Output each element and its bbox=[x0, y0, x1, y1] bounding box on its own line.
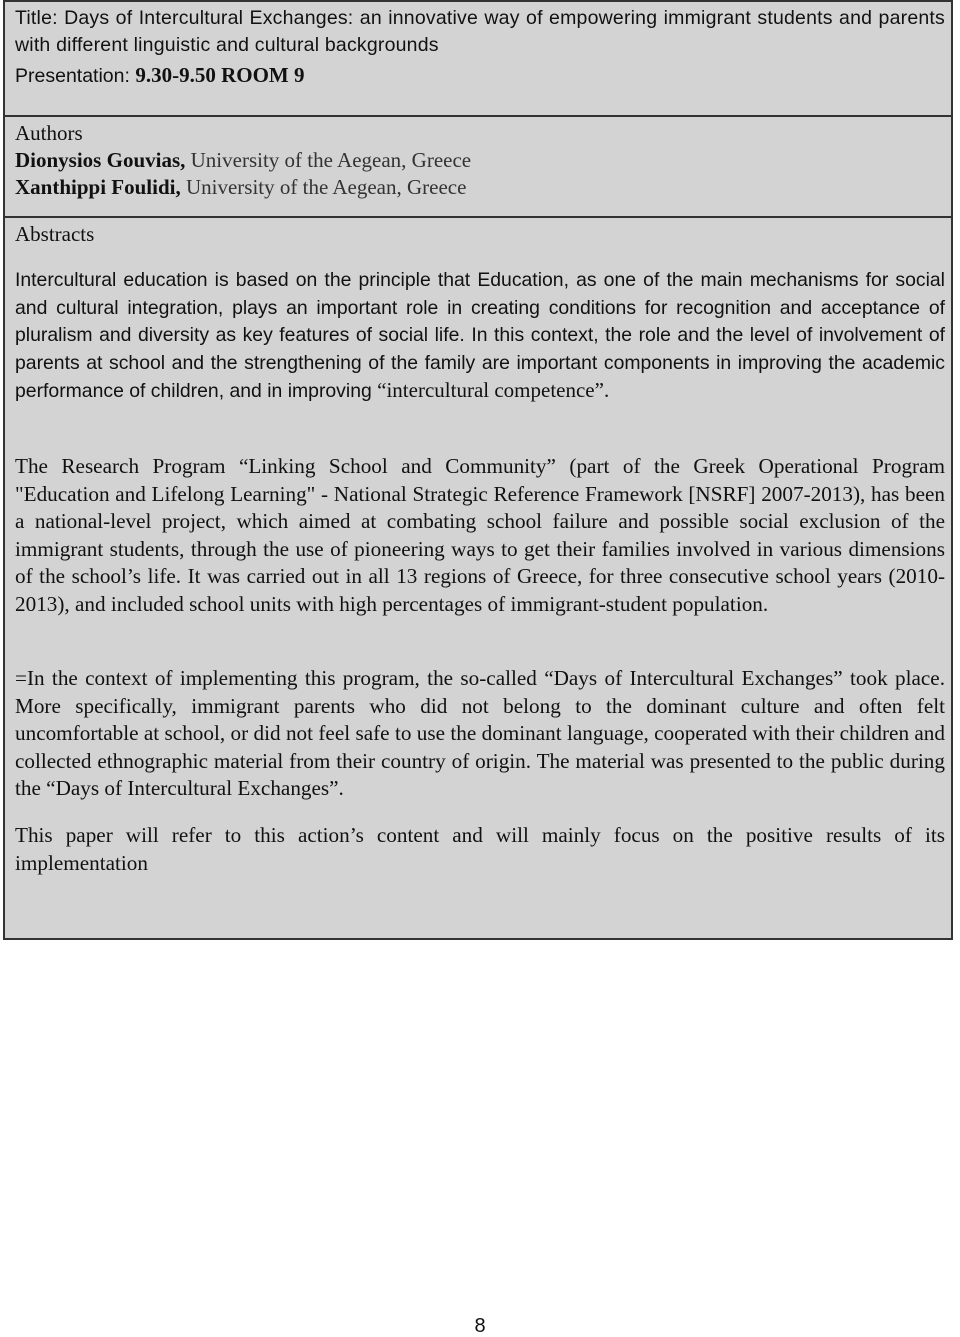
presentation-slot bbox=[15, 62, 304, 90]
abstract-paragraph-1-tail: “intercultural competence”. bbox=[377, 378, 610, 402]
author-name: Dionysios Gouvias, bbox=[15, 148, 186, 172]
author-affiliation: University of the Aegean, Greece bbox=[190, 148, 472, 172]
paper-title: Title: Days of Intercultural Exchanges: an innovative way of empowering immigrant students and parents with different linguistic and cultural backgrounds bbox=[15, 7, 945, 56]
presentation-time-room: 9.30-9.50 ROOM 9 bbox=[135, 63, 305, 87]
author-entry bbox=[15, 147, 471, 174]
authors-label: Authors bbox=[15, 121, 83, 145]
abstract-paragraph-1-text: Intercultural education is based on the principle that Education, as one of the main mechanisms for social and cultural integration, plays an important role in creating conditions for recognition and acceptance of pluralism and diversity as key features of social life. In this context, the role and the level of involvement of parents at school and the strengthening of the family are important components in improving the academic performance of children, and in improving bbox=[15, 269, 945, 402]
presentation-label: Presentation: bbox=[15, 65, 130, 87]
abstract-paragraph-3: =In the context of implementing this program, the so-called “Days of Intercultural Exchanges” took place. More specifically, immigrant parents who did not belong to the dominant culture and often felt uncomfortable at school, or did not feel safe to use the dominant language, cooperated with their children and collected ethnographic material from their country of origin. The material was presented to the public during the “Days of Intercultural Exchanges”. bbox=[15, 666, 945, 801]
abstracts-label: Abstracts bbox=[15, 222, 95, 246]
author-name: Xanthippi Foulidi, bbox=[15, 175, 181, 199]
abstract-paragraph-4: This paper will refer to this action’s content and will mainly focus on the positive results of its implementation bbox=[15, 823, 945, 875]
authors-cell bbox=[5, 117, 951, 218]
page-number: 8 bbox=[474, 1315, 486, 1337]
abstract-cell bbox=[5, 218, 951, 938]
author-affiliation: University of the Aegean, Greece bbox=[185, 175, 467, 199]
author-entry bbox=[15, 174, 466, 201]
title-cell bbox=[5, 2, 951, 117]
abstract-paragraph-1 bbox=[15, 267, 945, 406]
abstract-paragraph-2: The Research Program “Linking School and Community” (part of the Greek Operational Program "Education and Lifelong Learning" - National Strategic Reference Framework [NSRF] 2007-2013), has been a national-level project, which aimed at combating school failure and possible social exclusion of the immigrant students, through the use of pioneering ways to get their families involved in various dimensions of the school’s life. It was carried out in all 13 regions of Greece, for three consecutive school years (2010-2013), and included school units with high percentages of immigrant-student population. bbox=[15, 454, 945, 616]
abstract-form-table bbox=[3, 0, 953, 940]
